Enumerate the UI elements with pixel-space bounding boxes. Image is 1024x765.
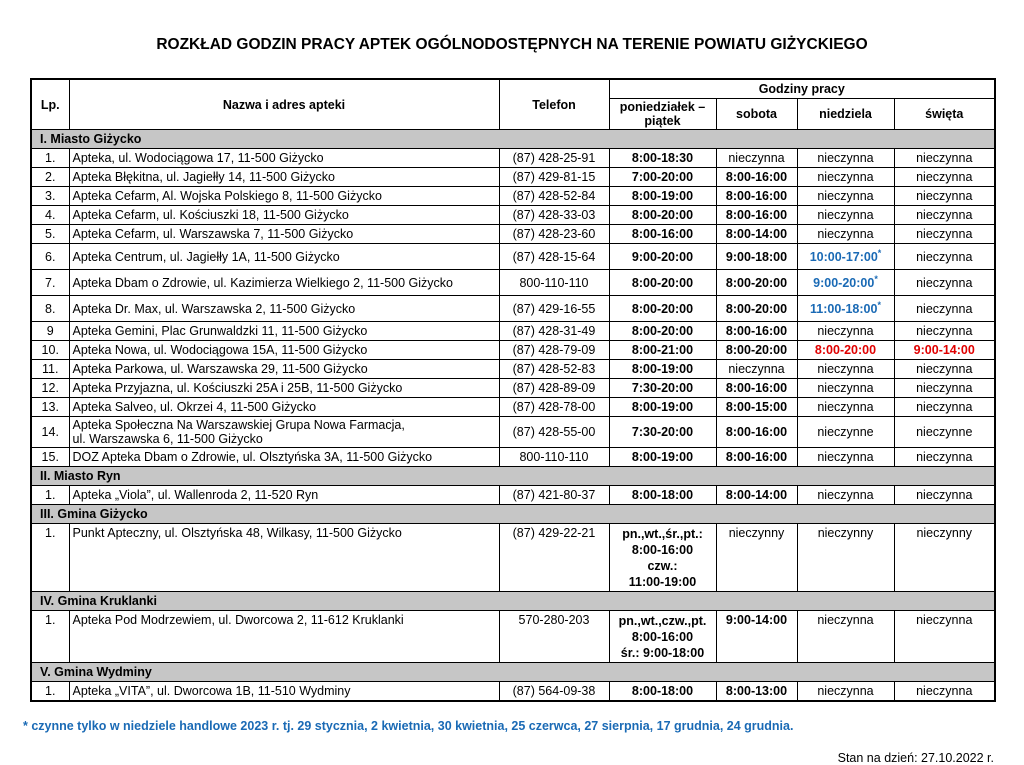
cell-name: Apteka Cefarm, Al. Wojska Polskiego 8, 11-500 Giżycko (69, 187, 499, 206)
cell-saturday: 8:00-20:00 (716, 296, 797, 322)
cell-name: Apteka Błękitna, ul. Jagiełły 14, 11-500 Giżycko (69, 168, 499, 187)
table-row (31, 168, 995, 187)
table-row (31, 524, 995, 592)
cell-name: Apteka, ul. Wodociągowa 17, 11-500 Giżycko (69, 149, 499, 168)
cell-sunday: nieczynna (797, 379, 894, 398)
cell-lp: 1. (31, 149, 69, 168)
cell-mon-fri: 7:30-20:00 (609, 417, 716, 448)
cell-sunday: nieczynna (797, 149, 894, 168)
cell-holidays: nieczynna (894, 270, 995, 296)
cell-sunday: nieczynna (797, 322, 894, 341)
cell-sunday: nieczynna (797, 168, 894, 187)
cell-saturday: 8:00-13:00 (716, 682, 797, 701)
cell-saturday: 8:00-16:00 (716, 448, 797, 467)
table-row (31, 682, 995, 701)
table-body (31, 130, 995, 701)
cell-lp: 8. (31, 296, 69, 322)
section-title: II. Miasto Ryn (31, 467, 995, 486)
table-row (31, 225, 995, 244)
cell-saturday: 8:00-16:00 (716, 168, 797, 187)
pharmacy-hours-table (30, 78, 996, 702)
cell-lp: 7. (31, 270, 69, 296)
cell-saturday: 8:00-16:00 (716, 322, 797, 341)
table-row (31, 341, 995, 360)
cell-holidays: nieczynna (894, 149, 995, 168)
cell-mon-fri: 8:00-20:00 (609, 296, 716, 322)
table-row (31, 398, 995, 417)
table-row (31, 244, 995, 270)
cell-saturday: 8:00-16:00 (716, 206, 797, 225)
cell-lp: 13. (31, 398, 69, 417)
cell-phone: (87) 428-79-09 (499, 341, 609, 360)
section-title: I. Miasto Giżycko (31, 130, 995, 149)
table-row (31, 448, 995, 467)
table-row (31, 486, 995, 505)
cell-sunday: nieczynna (797, 360, 894, 379)
cell-phone: 570-280-203 (499, 611, 609, 663)
cell-lp: 11. (31, 360, 69, 379)
cell-name: Apteka Pod Modrzewiem, ul. Dworcowa 2, 11-612 Kruklanki (69, 611, 499, 663)
cell-saturday: 8:00-16:00 (716, 379, 797, 398)
cell-lp: 14. (31, 417, 69, 448)
cell-sunday: nieczynne (797, 417, 894, 448)
cell-holidays: 9:00-14:00 (894, 341, 995, 360)
cell-holidays: nieczynna (894, 398, 995, 417)
table-row (31, 417, 995, 448)
cell-phone: (87) 429-22-21 (499, 524, 609, 592)
cell-saturday: 8:00-16:00 (716, 187, 797, 206)
cell-saturday: 8:00-20:00 (716, 270, 797, 296)
cell-phone: (87) 428-15-64 (499, 244, 609, 270)
cell-lp: 12. (31, 379, 69, 398)
cell-mon-fri: 8:00-19:00 (609, 448, 716, 467)
table-row (31, 296, 995, 322)
page-title: ROZKŁAD GODZIN PRACY APTEK OGÓLNODOSTĘPNYCH NA TERENIE POWIATU GIŻYCKIEGO (156, 36, 868, 53)
cell-holidays: nieczynna (894, 206, 995, 225)
cell-saturday: 8:00-20:00 (716, 341, 797, 360)
section-header-row (31, 663, 995, 682)
section-header-row (31, 592, 995, 611)
cell-phone: (87) 428-23-60 (499, 225, 609, 244)
cell-holidays: nieczynna (894, 225, 995, 244)
cell-sunday: nieczynna (797, 611, 894, 663)
cell-name: Apteka Salveo, ul. Okrzei 4, 11-500 Giżycko (69, 398, 499, 417)
cell-name: Apteka Nowa, ul. Wodociągowa 15A, 11-500 Giżycko (69, 341, 499, 360)
cell-mon-fri: pn.,wt.,czw.,pt. 8:00-16:00 śr.: 9:00-18:00 (609, 611, 716, 663)
table-row (31, 611, 995, 663)
cell-saturday: 9:00-14:00 (716, 611, 797, 663)
cell-phone: (87) 428-52-84 (499, 187, 609, 206)
cell-mon-fri: 8:00-21:00 (609, 341, 716, 360)
section-header-row (31, 505, 995, 524)
cell-saturday: 8:00-14:00 (716, 486, 797, 505)
cell-holidays: nieczynna (894, 187, 995, 206)
cell-name: Apteka Dr. Max, ul. Warszawska 2, 11-500 Giżycko (69, 296, 499, 322)
footnote-asterisk: * (877, 248, 882, 259)
cell-holidays: nieczynna (894, 611, 995, 663)
cell-lp: 15. (31, 448, 69, 467)
header-row-1 (31, 79, 995, 99)
col-header-mon-fri: poniedziałek – piątek (609, 99, 716, 130)
cell-saturday: 8:00-14:00 (716, 225, 797, 244)
cell-sunday: nieczynna (797, 206, 894, 225)
table-row (31, 270, 995, 296)
cell-name: Apteka „Viola”, ul. Wallenroda 2, 11-520 Ryn (69, 486, 499, 505)
cell-lp: 6. (31, 244, 69, 270)
cell-lp: 1. (31, 486, 69, 505)
table-row (31, 379, 995, 398)
cell-holidays: nieczynna (894, 244, 995, 270)
cell-lp: 1. (31, 682, 69, 701)
cell-phone: (87) 428-89-09 (499, 379, 609, 398)
table-row (31, 322, 995, 341)
cell-saturday: nieczynna (716, 149, 797, 168)
section-header-row (31, 467, 995, 486)
cell-mon-fri: 8:00-20:00 (609, 270, 716, 296)
cell-saturday: nieczynny (716, 524, 797, 592)
table-header (31, 79, 995, 130)
col-header-holidays: święta (894, 99, 995, 130)
cell-lp: 4. (31, 206, 69, 225)
cell-sunday: nieczynna (797, 187, 894, 206)
cell-phone: (87) 429-81-15 (499, 168, 609, 187)
cell-name: Apteka Gemini, Plac Grunwaldzki 11, 11-500 Giżycko (69, 322, 499, 341)
cell-holidays: nieczynna (894, 682, 995, 701)
cell-sunday: 9:00-20:00* (797, 270, 894, 296)
cell-phone: (87) 428-55-00 (499, 417, 609, 448)
cell-saturday: 8:00-15:00 (716, 398, 797, 417)
cell-mon-fri: 8:00-18:00 (609, 682, 716, 701)
cell-phone: (87) 429-16-55 (499, 296, 609, 322)
cell-holidays: nieczynne (894, 417, 995, 448)
cell-holidays: nieczynna (894, 379, 995, 398)
cell-name: Apteka Przyjazna, ul. Kościuszki 25A i 25B, 11-500 Giżycko (69, 379, 499, 398)
cell-mon-fri: 8:00-18:00 (609, 486, 716, 505)
cell-phone: (87) 428-33-03 (499, 206, 609, 225)
table-row (31, 149, 995, 168)
col-header-saturday: sobota (716, 99, 797, 130)
cell-lp: 10. (31, 341, 69, 360)
cell-phone: (87) 428-31-49 (499, 322, 609, 341)
cell-holidays: nieczynna (894, 168, 995, 187)
cell-phone: (87) 428-25-91 (499, 149, 609, 168)
cell-holidays: nieczynny (894, 524, 995, 592)
cell-name: Apteka Społeczna Na Warszawskiej Grupa Nowa Farmacja, ul. Warszawska 6, 11-500 Giżycko (69, 417, 499, 448)
col-header-name: Nazwa i adres apteki (69, 79, 499, 130)
cell-lp: 3. (31, 187, 69, 206)
cell-name: Apteka Parkowa, ul. Warszawska 29, 11-500 Giżycko (69, 360, 499, 379)
footnote-asterisk: * (874, 274, 878, 285)
cell-sunday: nieczynna (797, 448, 894, 467)
cell-name: Apteka Centrum, ul. Jagiełły 1A, 11-500 Giżycko (69, 244, 499, 270)
section-title: V. Gmina Wydminy (31, 663, 995, 682)
cell-mon-fri: 8:00-20:00 (609, 206, 716, 225)
cell-holidays: nieczynna (894, 296, 995, 322)
cell-saturday: nieczynna (716, 360, 797, 379)
cell-sunday: 11:00-18:00* (797, 296, 894, 322)
cell-saturday: 9:00-18:00 (716, 244, 797, 270)
cell-mon-fri: 8:00-20:00 (609, 322, 716, 341)
cell-mon-fri: 8:00-19:00 (609, 187, 716, 206)
cell-mon-fri: 9:00-20:00 (609, 244, 716, 270)
table-row (31, 360, 995, 379)
section-title: III. Gmina Giżycko (31, 505, 995, 524)
cell-lp: 2. (31, 168, 69, 187)
cell-mon-fri: 8:00-16:00 (609, 225, 716, 244)
cell-phone: (87) 421-80-37 (499, 486, 609, 505)
cell-sunday: 10:00-17:00* (797, 244, 894, 270)
cell-mon-fri: 7:30-20:00 (609, 379, 716, 398)
cell-lp: 1. (31, 611, 69, 663)
cell-holidays: nieczynna (894, 360, 995, 379)
cell-sunday: nieczynna (797, 398, 894, 417)
cell-sunday: nieczynna (797, 225, 894, 244)
cell-mon-fri: 8:00-19:00 (609, 360, 716, 379)
cell-saturday: 8:00-16:00 (716, 417, 797, 448)
cell-phone: (87) 564-09-38 (499, 682, 609, 701)
section-title: IV. Gmina Kruklanki (31, 592, 995, 611)
cell-mon-fri: pn.,wt.,śr.,pt.: 8:00-16:00 czw.: 11:00-19:00 (609, 524, 716, 592)
cell-sunday: nieczynny (797, 524, 894, 592)
cell-name: Apteka Dbam o Zdrowie, ul. Kazimierza Wielkiego 2, 11-500 Giżycko (69, 270, 499, 296)
cell-sunday: nieczynna (797, 682, 894, 701)
table-row (31, 206, 995, 225)
status-date: Stan na dzień: 27.10.2022 r. (837, 750, 994, 765)
cell-phone: (87) 428-52-83 (499, 360, 609, 379)
cell-name: Apteka Cefarm, ul. Warszawska 7, 11-500 Giżycko (69, 225, 499, 244)
cell-mon-fri: 8:00-19:00 (609, 398, 716, 417)
col-header-phone: Telefon (499, 79, 609, 130)
cell-name: Punkt Apteczny, ul. Olsztyńska 48, Wilkasy, 11-500 Giżycko (69, 524, 499, 592)
footnote-asterisk: * (877, 300, 881, 311)
cell-name: Apteka „VITA”, ul. Dworcowa 1B, 11-510 Wydminy (69, 682, 499, 701)
cell-lp: 1. (31, 524, 69, 592)
cell-name: Apteka Cefarm, ul. Kościuszki 18, 11-500 Giżycko (69, 206, 499, 225)
cell-sunday: nieczynna (797, 486, 894, 505)
cell-phone: 800-110-110 (499, 448, 609, 467)
cell-lp: 5. (31, 225, 69, 244)
cell-sunday: 8:00-20:00 (797, 341, 894, 360)
footnote: * czynne tylko w niedziele handlowe 2023 r. tj. 29 stycznia, 2 kwietnia, 30 kwietnia, 25 czerwca, 27 sierpnia, 17 grudnia, 24 grudnia. (23, 718, 794, 733)
cell-holidays: nieczynna (894, 448, 995, 467)
cell-name: DOZ Apteka Dbam o Zdrowie, ul. Olsztyńska 3A, 11-500 Giżycko (69, 448, 499, 467)
col-header-hours-group: Godziny pracy (609, 79, 995, 99)
cell-phone: 800-110-110 (499, 270, 609, 296)
table-row (31, 187, 995, 206)
section-header-row (31, 130, 995, 149)
cell-lp: 9 (31, 322, 69, 341)
cell-mon-fri: 7:00-20:00 (609, 168, 716, 187)
col-header-lp: Lp. (31, 79, 69, 130)
cell-phone: (87) 428-78-00 (499, 398, 609, 417)
cell-holidays: nieczynna (894, 322, 995, 341)
col-header-sunday: niedziela (797, 99, 894, 130)
cell-mon-fri: 8:00-18:30 (609, 149, 716, 168)
cell-holidays: nieczynna (894, 486, 995, 505)
